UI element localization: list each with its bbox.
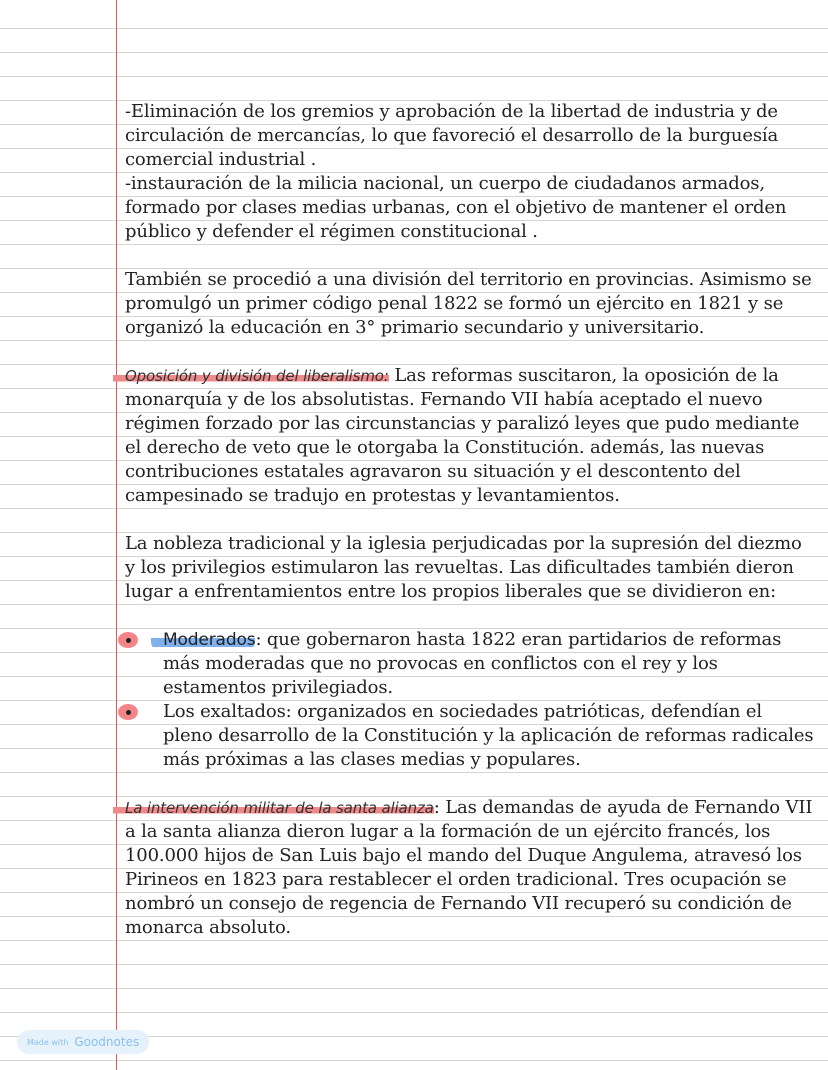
highlight-moderados: Moderados <box>151 630 255 650</box>
note-content <box>125 100 815 940</box>
blank-line <box>125 604 815 628</box>
paragraph-nobleza: La nobleza tradicional y la iglesia perjudicadas por la supresión del diezmo y los privilegios estimularon las revueltas. Las dificultades también dieron lugar a enfrentamientos entre los propios liberales que se dividieron en: <box>125 533 802 602</box>
paragraph-gremios: -Eliminación de los gremios y aprobación de la libertad de industria y de circulación de mercancías, lo que favoreció el desarrollo de la burguesía comercial industrial . <box>125 101 779 170</box>
blank-line <box>125 772 815 796</box>
heading-intervencion: La intervención militar de la santa alianza <box>113 799 434 817</box>
blank-line <box>125 244 815 268</box>
list-item-text: : que gobernaron hasta 1822 eran partidarios de reformas más moderadas que no provocas en conflictos con el rey y los estamentos privilegiados. <box>163 629 782 698</box>
bullet-dot-icon <box>118 632 138 648</box>
margin-line <box>116 0 117 1070</box>
goodnotes-logo: Goodnotes <box>74 1035 140 1049</box>
paragraph-provincias: También se procedió a una división del territorio en provincias. Asimismo se promulgó un primer código penal 1822 se formó un ejército en 1821 y se organizó la educación en 3° primario secundario y universitario. <box>125 269 812 338</box>
blank-line <box>125 340 815 364</box>
paragraph-intervencion-text: : Las demandas de ayuda de Fernando VII a la santa alianza dieron lugar a la formación de un ejército francés, los 100.000 hijos de San Luis bajo el mando del Duque Angulema, atravesó los Pirineos en 1823 para restablecer el orden tradicional. Tres ocupación se nombró un consejo de regencia de Fernando VII recuperó su condición de monarca absoluto. <box>125 797 813 938</box>
paragraph-oposicion-text: Las reformas suscitaron, la oposición de la monarquía y de los absolutistas. Fernando VII había aceptado el nuevo régimen forzado por las circunstancias y paralizó leyes que pudo mediante el derecho de veto que le otorgaba la Constitución. además, las nuevas contribuciones estatales agravaron su situación y el descontento del campesinado se tradujo en protestas y levantamientos. <box>125 365 800 506</box>
made-with-label: Made with <box>27 1037 69 1047</box>
blank-line <box>125 508 815 532</box>
list-item-exaltados <box>125 700 815 772</box>
paragraph-intervencion <box>125 796 815 940</box>
goodnotes-badge <box>17 1030 149 1054</box>
list-item-moderados <box>125 628 815 700</box>
bullet-dot-icon <box>118 704 138 720</box>
list-item-text: Los exaltados: organizados en sociedades patrióticas, defendían el pleno desarrollo de la Constitución y la aplicación de reformas radicales más próximas a las clases medias y populares. <box>163 701 814 770</box>
paragraph-milicia: -instauración de la milicia nacional, un cuerpo de ciudadanos armados, formado por clases medias urbanas, con el objetivo de mantener el orden público y defender el régimen constitucional . <box>125 173 787 242</box>
heading-oposicion: Oposición y división del liberalismo: <box>113 367 389 385</box>
paragraph-oposicion <box>125 364 815 508</box>
